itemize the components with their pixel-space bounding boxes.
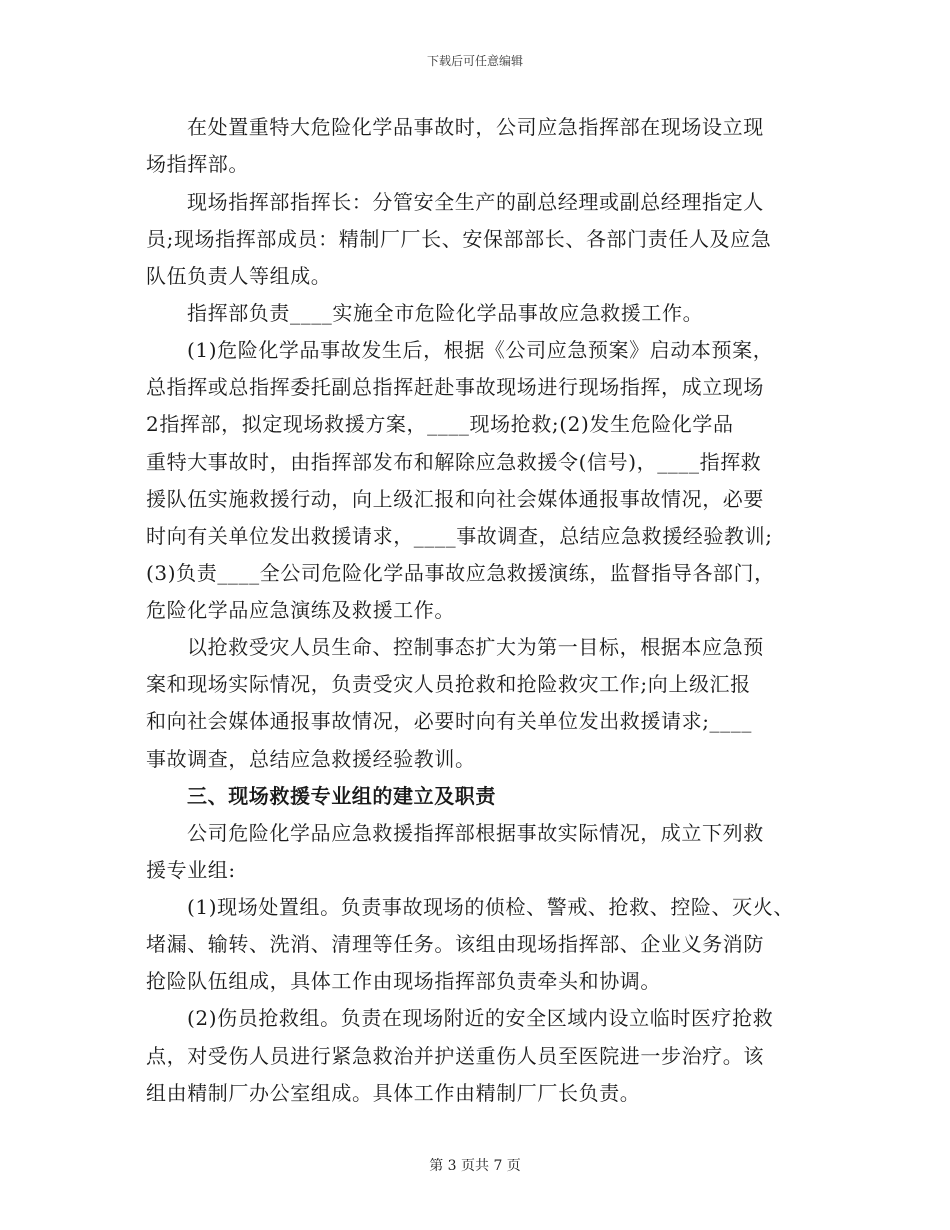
paragraph-line: 堵漏、输转、洗消、清理等任务。该组由现场指挥部、企业义务消防 [146, 932, 764, 956]
paragraph-line: 现场指挥部指挥长：分管安全生产的副总经理或副总经理指定人 [187, 190, 764, 214]
paragraph-line: 总指挥或总指挥委托副总指挥赶赴事故现场进行现场指挥，成立现场 [146, 375, 764, 399]
paragraph-line: 案和现场实际情况，负责受灾人员抢救和抢险救灾工作;向上级汇报 [146, 672, 751, 696]
paragraph-line: (3)负责____全公司危险化学品事故应急救援演练，监督指导各部门， [146, 561, 775, 585]
paragraph-line: 和向社会媒体通报事故情况，必要时向有关单位发出救援请求;____ [146, 709, 752, 733]
paragraph-line: 组由精制厂办公室组成。具体工作由精制厂厂长负责。 [146, 1081, 641, 1105]
paragraph-line: 公司危险化学品应急救援指挥部根据事故实际情况，成立下列救 [187, 821, 764, 845]
paragraph-line: 在处置重特大危险化学品事故时，公司应急指挥部在现场设立现 [187, 115, 764, 139]
paragraph-line: 抢险队伍组成，具体工作由现场指挥部负责牵头和协调。 [146, 969, 661, 993]
paragraph-line: 援队伍实施救援行动，向上级汇报和向社会媒体通报事故情况，必要 [146, 487, 764, 511]
paragraph-line: 场指挥部。 [146, 152, 249, 176]
paragraph-line: 重特大事故时，由指挥部发布和解除应急救援令(信号)，____指挥救 [146, 450, 762, 474]
section-heading: 三、现场救援专业组的建立及职责 [187, 784, 496, 808]
paragraph-line: 指挥部负责____实施全市危险化学品事故应急救援工作。 [187, 301, 704, 325]
paragraph-line: 危险化学品应急演练及救援工作。 [146, 598, 455, 622]
paragraph-line: 时向有关单位发出救援请求，____事故调查，总结应急救援经验教训; [146, 524, 773, 548]
paragraph-line: 队伍负责人等组成。 [146, 264, 332, 288]
paragraph-line: 事故调查，总结应急救援经验教训。 [146, 747, 476, 771]
paragraph-line: 2指挥部，拟定现场救援方案，____现场抢救;(2)发生危险化学品 [146, 412, 734, 436]
paragraph-line: 点，对受伤人员进行紧急救治并护送重伤人员至医院进一步治疗。该 [146, 1044, 764, 1068]
paragraph-line: (2)伤员抢救组。负责在现场附近的安全区域内设立临时医疗抢救 [187, 1006, 774, 1030]
paragraph-line: 以抢救受灾人员生命、控制事态扩大为第一目标，根据本应急预 [187, 635, 764, 659]
page-header: 下载后可任意编辑 [426, 54, 523, 68]
paragraph-line: 员;现场指挥部成员：精制厂厂长、安保部部长、各部门责任人及应急 [146, 227, 772, 251]
paragraph-line: (1)现场处置组。负责事故现场的侦检、警戒、抢救、控险、灭火、 [187, 895, 794, 919]
page-footer: 第 3 页共 7 页 [429, 1158, 521, 1174]
paragraph-line: 援专业组: [146, 858, 236, 882]
paragraph-line: (1)危险化学品事故发生后，根据《公司应急预案》启动本预案， [187, 338, 774, 362]
